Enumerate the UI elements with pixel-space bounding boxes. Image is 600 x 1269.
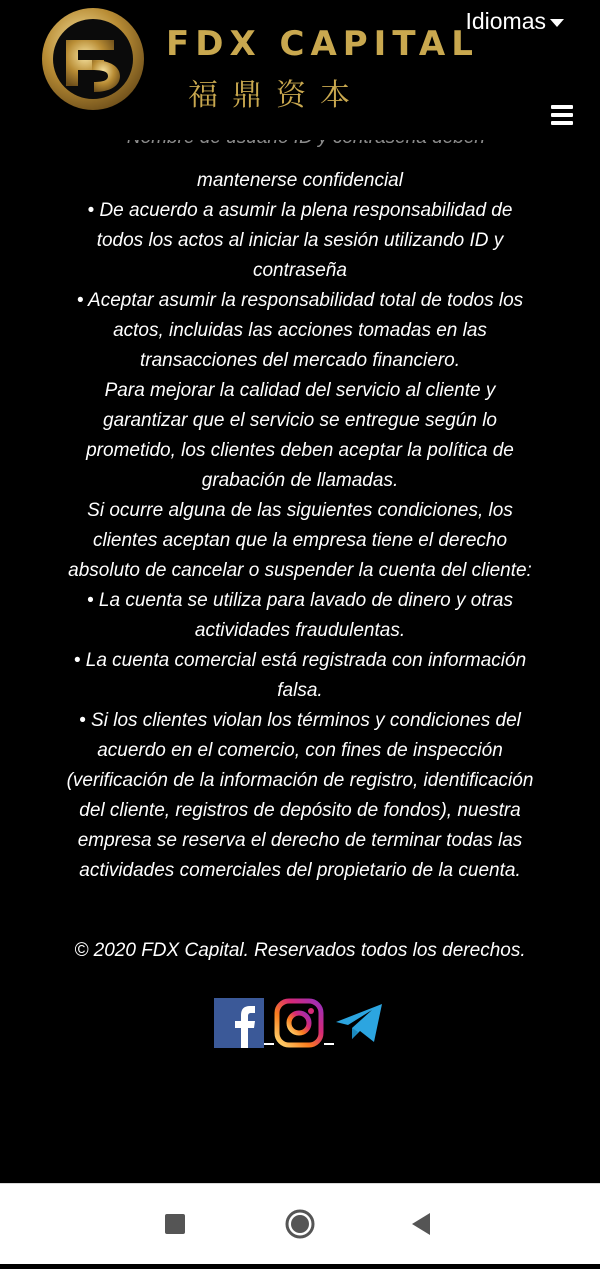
terms-line: contraseña bbox=[252, 260, 347, 281]
terms-line: prometido, los clientes deben aceptar la política de bbox=[86, 440, 514, 461]
terms-line: Para mejorar la calidad del servicio al cliente y bbox=[104, 380, 496, 401]
clipped-text-line bbox=[0, 138, 600, 156]
terms-line: grabación de llamadas. bbox=[201, 470, 399, 491]
terms-line: clientes aceptan que la empresa tiene el derecho bbox=[92, 530, 508, 551]
link-underline bbox=[264, 1043, 274, 1045]
logo-emblem-icon bbox=[40, 6, 146, 112]
terms-line: • La cuenta comercial está registrada con información bbox=[73, 650, 527, 671]
social-links bbox=[214, 996, 384, 1048]
terms-line: actividades fraudulentas. bbox=[194, 620, 406, 641]
terms-line: Si ocurre alguna de las siguientes condiciones, los bbox=[87, 500, 513, 521]
link-underline bbox=[324, 1043, 334, 1045]
telegram-icon[interactable] bbox=[334, 998, 384, 1048]
terms-line: garantizar que el servicio se entregue según lo bbox=[103, 410, 497, 431]
terms-line: acuerdo en el comercio, con fines de inspección bbox=[97, 740, 503, 761]
terms-line: empresa se reserva el derecho de terminar todas las bbox=[77, 830, 523, 851]
brand-logo[interactable] bbox=[40, 6, 479, 113]
language-label: Idiomas bbox=[465, 8, 546, 34]
square-icon bbox=[135, 1184, 215, 1264]
terms-line: • De acuerdo a asumir la plena responsabilidad de bbox=[87, 200, 513, 221]
terms-line: • Aceptar asumir la responsabilidad total de todos los bbox=[76, 290, 524, 311]
language-dropdown[interactable] bbox=[465, 8, 564, 35]
terms-content bbox=[0, 138, 600, 886]
home-button[interactable] bbox=[260, 1184, 340, 1264]
hamburger-menu-icon[interactable] bbox=[551, 105, 573, 125]
home-circle-icon bbox=[260, 1184, 340, 1264]
terms-line: (verificación de la información de registro, identificación bbox=[66, 770, 534, 791]
header bbox=[0, 0, 600, 140]
back-triangle-icon bbox=[382, 1184, 462, 1264]
terms-line: absoluto de cancelar o suspender la cuenta del cliente: bbox=[68, 560, 532, 581]
terms-line: mantenerse confidencial bbox=[197, 170, 403, 191]
recents-button[interactable] bbox=[135, 1184, 215, 1264]
facebook-icon[interactable] bbox=[214, 998, 264, 1048]
terms-line: • Si los clientes violan los términos y condiciones del bbox=[79, 710, 521, 731]
copyright-text: © 2020 FDX Capital. Reservados todos los derechos. bbox=[74, 940, 526, 961]
terms-line: del cliente, registros de depósito de fondos), nuestra bbox=[79, 800, 521, 821]
terms-line: actos, incluidas las acciones tomadas en las bbox=[113, 320, 487, 341]
terms-line: transacciones del mercado financiero. bbox=[139, 350, 460, 371]
android-navigation-bar bbox=[0, 1183, 600, 1264]
terms-line: falsa. bbox=[277, 680, 323, 701]
terms-line: • La cuenta se utiliza para lavado de dinero y otras bbox=[87, 590, 513, 611]
terms-line: actividades comerciales del propietario de la cuenta. bbox=[79, 860, 521, 881]
brand-name: FDX CAPITAL bbox=[166, 24, 479, 64]
instagram-icon[interactable] bbox=[274, 998, 324, 1048]
back-button[interactable] bbox=[382, 1184, 462, 1264]
terms-line: todos los actos al iniciar la sesión utilizando ID y bbox=[96, 230, 504, 251]
brand-chinese-name: 福鼎资本 bbox=[188, 78, 364, 113]
caret-down-icon bbox=[550, 19, 564, 27]
